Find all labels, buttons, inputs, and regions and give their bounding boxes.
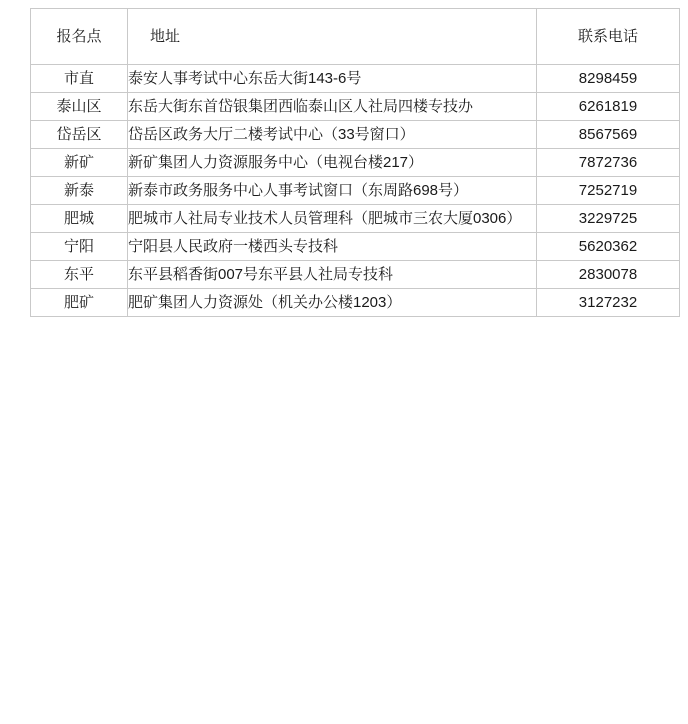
cell-address: [128, 233, 537, 261]
cell-address: [128, 177, 537, 205]
site-value: 泰山区: [56, 98, 102, 115]
cell-phone: [537, 261, 680, 289]
site-value: 东平: [63, 266, 94, 283]
phone-value: 3127232: [578, 294, 638, 311]
phone-value: 2830078: [578, 266, 638, 283]
header-site-label: 报名点: [56, 28, 102, 45]
cell-site: [31, 121, 128, 149]
cell-site: [31, 233, 128, 261]
table-row: [31, 289, 680, 317]
table-row: [31, 65, 680, 93]
cell-address: [128, 121, 537, 149]
cell-address: [128, 149, 537, 177]
phone-value: 7252719: [578, 182, 638, 199]
header-cell-address: [128, 9, 537, 65]
cell-site: [31, 261, 128, 289]
cell-address: [128, 65, 537, 93]
header-phone-label: 联系电话: [577, 28, 638, 45]
table-header-row: [31, 9, 680, 65]
address-value: 宁阳县人民政府一楼西头专技科: [128, 238, 339, 255]
cell-address: [128, 205, 537, 233]
registration-sites-table: [30, 8, 680, 317]
address-value: 肥城市人社局专业技术人员管理科（肥城市三农大厦0306）: [128, 210, 522, 227]
cell-phone: [537, 65, 680, 93]
table-row: [31, 205, 680, 233]
cell-phone: [537, 233, 680, 261]
cell-phone: [537, 121, 680, 149]
table-body: [31, 9, 680, 317]
cell-phone: [537, 177, 680, 205]
site-value: 新泰: [63, 182, 94, 199]
cell-phone: [537, 205, 680, 233]
header-cell-phone: [537, 9, 680, 65]
site-value: 宁阳: [63, 238, 94, 255]
address-value: 泰安人事考试中心东岳大街143-6号: [128, 70, 362, 87]
phone-value: 5620362: [578, 238, 638, 255]
cell-address: [128, 261, 537, 289]
phone-value: 3229725: [578, 210, 638, 227]
cell-phone: [537, 149, 680, 177]
cell-site: [31, 65, 128, 93]
table-row: [31, 149, 680, 177]
table-row: [31, 261, 680, 289]
table-row: [31, 93, 680, 121]
site-value: 市直: [63, 70, 94, 87]
site-value: 肥矿: [63, 294, 94, 311]
phone-value: 8567569: [578, 126, 638, 143]
address-value: 东平县稻香街007号东平县人社局专技科: [128, 266, 394, 283]
address-value: 岱岳区政务大厅二楼考试中心（33号窗口）: [128, 126, 415, 143]
header-cell-site: [31, 9, 128, 65]
address-value: 东岳大街东首岱银集团西临泰山区人社局四楼专技办: [128, 98, 474, 115]
phone-value: 8298459: [578, 70, 638, 87]
table-row: [31, 233, 680, 261]
site-value: 岱岳区: [56, 126, 102, 143]
table-row: [31, 121, 680, 149]
cell-phone: [537, 93, 680, 121]
cell-site: [31, 149, 128, 177]
header-address-label: 地址: [150, 28, 181, 45]
cell-site: [31, 205, 128, 233]
site-value: 新矿: [63, 154, 94, 171]
cell-address: [128, 93, 537, 121]
phone-value: 7872736: [578, 154, 638, 171]
phone-value: 6261819: [578, 98, 638, 115]
cell-site: [31, 289, 128, 317]
cell-address: [128, 289, 537, 317]
table-row: [31, 177, 680, 205]
address-value: 新泰市政务服务中心人事考试窗口（东周路698号）: [128, 182, 469, 199]
cell-site: [31, 93, 128, 121]
address-value: 新矿集团人力资源服务中心（电视台楼217）: [128, 154, 424, 171]
address-value: 肥矿集团人力资源处（机关办公楼1203）: [128, 294, 402, 311]
site-value: 肥城: [63, 210, 94, 227]
cell-phone: [537, 289, 680, 317]
cell-site: [31, 177, 128, 205]
